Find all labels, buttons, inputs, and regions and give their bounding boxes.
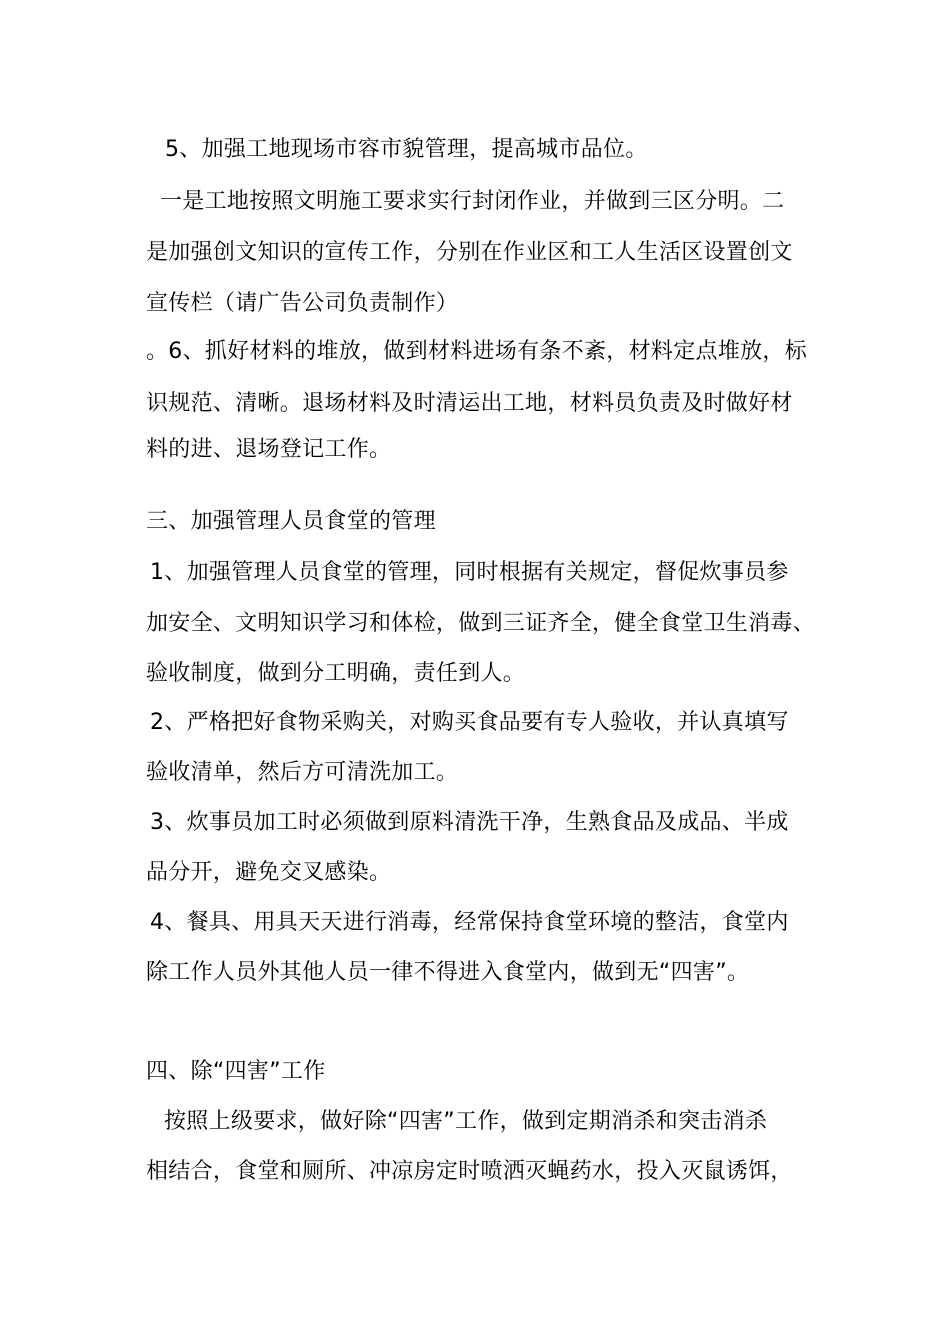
paragraph-line: 品分开，避免交叉感染。 — [146, 860, 392, 885]
section-heading: 四、除“四害”工作 — [146, 1059, 326, 1084]
paragraph-line: 一是工地按照文明施工要求实行封闭作业，并做到三区分明。二 — [160, 189, 785, 214]
paragraph-line: 按照上级要求，做好除“四害”工作，做到定期消杀和突击消杀 — [164, 1109, 768, 1134]
paragraph-line: 3、炊事员加工时必须做到原料清洗干净，生熟食品及成品、半成 — [150, 810, 789, 835]
paragraph-line: 是加强创文知识的宣传工作，分别在作业区和工人生活区设置创文 — [146, 240, 793, 265]
paragraph-line: 宣传栏（请广告公司负责制作） — [146, 291, 459, 316]
paragraph-line: 加安全、文明知识学习和体检，做到三证齐全，健全食堂卫生消毒、 — [146, 611, 816, 636]
paragraph-line: 验收制度，做到分工明确，责任到人。 — [146, 661, 526, 686]
paragraph-line: 验收清单，然后方可清洗加工。 — [146, 760, 459, 785]
paragraph-line: 5、加强工地现场市容市貌管理，提高城市品位。 — [165, 137, 648, 162]
paragraph-line: 1、加强管理人员食堂的管理，同时根据有关规定，督促炊事员参 — [150, 560, 789, 585]
paragraph-line: 除工作人员外其他人员一律不得进入食堂内，做到无“四害”。 — [146, 960, 750, 985]
section-heading: 三、加强管理人员食堂的管理 — [146, 509, 436, 534]
paragraph-line: 4、餐具、用具天天进行消毒，经常保持食堂环境的整洁，食堂内 — [150, 910, 789, 935]
paragraph-line: 2、严格把好食物采购关，对购买食品要有专人验收，并认真填写 — [150, 710, 789, 735]
paragraph-line: 。6、抓好材料的堆放，做到材料进场有条不紊，材料定点堆放，标 — [146, 339, 807, 364]
paragraph-line: 料的进、退场登记工作。 — [146, 437, 392, 462]
paragraph-line: 相结合，食堂和厕所、冲凉房定时喷洒灭蝇药水，投入灭鼠诱饵， — [146, 1159, 793, 1184]
paragraph-line: 识规范、清晰。退场材料及时清运出工地，材料员负责及时做好材 — [146, 391, 793, 416]
